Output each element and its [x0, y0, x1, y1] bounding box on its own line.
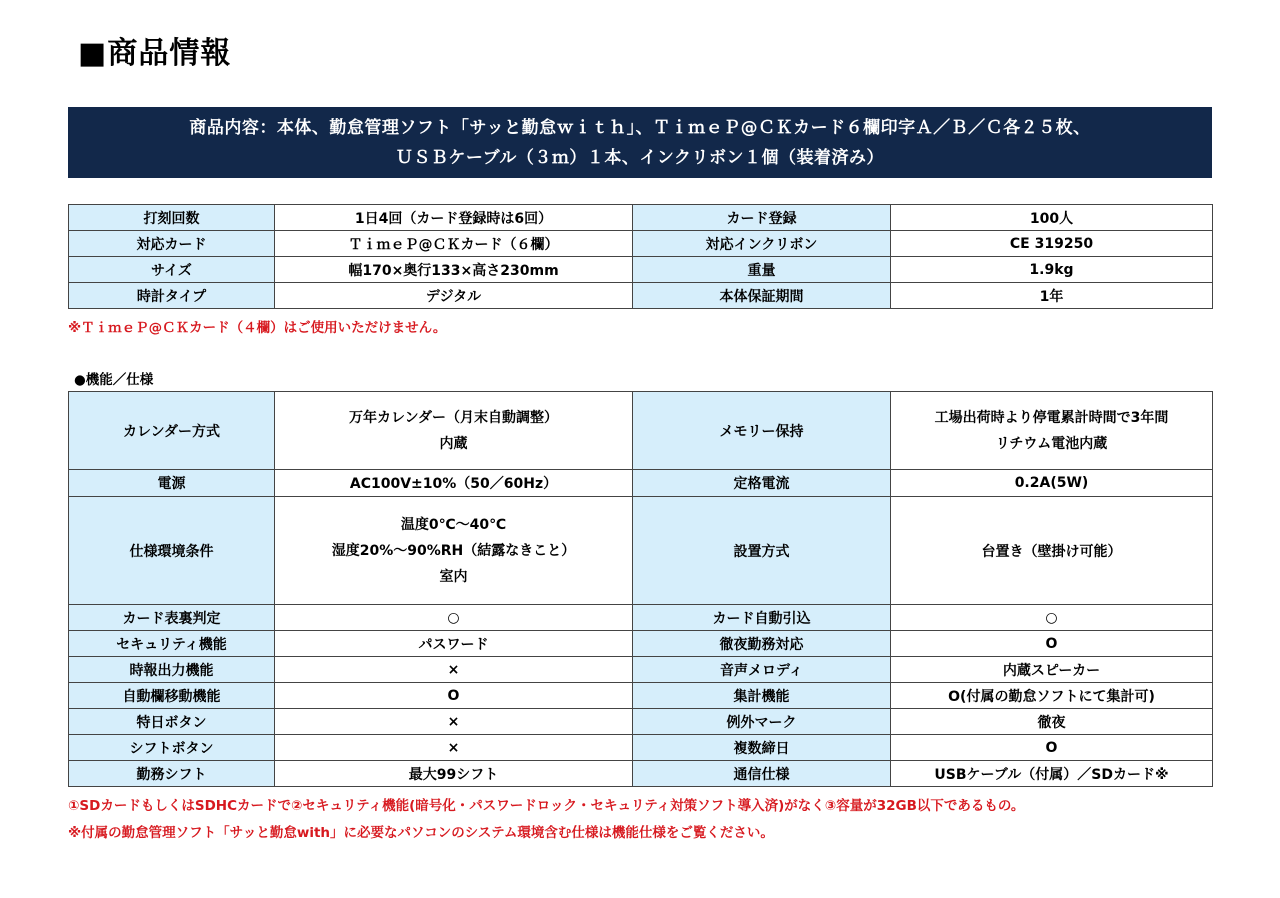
table-row: [69, 605, 1213, 631]
spec-value: 幅170×奥行133×高さ230mm: [275, 257, 633, 283]
table-row: [69, 283, 1213, 309]
spec-value: 1.9kg: [891, 257, 1213, 283]
spec-value: 内蔵スピーカー: [891, 657, 1213, 683]
spec-label: 対応インクリボン: [633, 231, 891, 257]
spec-value: 最大99シフト: [275, 761, 633, 787]
software-footnote: ※付属の勤怠管理ソフト「サッと勤怠with」に必要なパソコンのシステム環境含む仕様は機能仕様をご覧ください。: [68, 825, 774, 841]
spec-label: 電源: [69, 470, 275, 497]
table-row: [69, 657, 1213, 683]
spec-label: 定格電流: [633, 470, 891, 497]
table-row: [69, 683, 1213, 709]
spec-label: 対応カード: [69, 231, 275, 257]
spec-label: シフトボタン: [69, 735, 275, 761]
spec-value: パスワード: [275, 631, 633, 657]
spec-value: O(付属の勤怠ソフトにて集計可): [891, 683, 1213, 709]
table-row: [69, 631, 1213, 657]
spec-label: 複数締日: [633, 735, 891, 761]
spec-value: O: [275, 683, 633, 709]
spec-label: 音声メロディ: [633, 657, 891, 683]
table-row: [69, 735, 1213, 761]
spec-value: 100人: [891, 205, 1213, 231]
spec-value-line: 湿度20%～90%RH（結露なきこと）: [331, 542, 576, 559]
spec-label: 打刻回数: [69, 205, 275, 231]
spec-value-line: 温度0℃～40℃: [400, 516, 507, 533]
spec-value: USBケーブル（付属）／SDカード※: [891, 761, 1213, 787]
spec-label: メモリー保持: [633, 392, 891, 470]
spec-value: 0.2A(5W): [891, 470, 1213, 497]
spec-label: 時報出力機能: [69, 657, 275, 683]
spec-value: AC100V±10%（50／60Hz）: [275, 470, 633, 497]
spec-value: CE 319250: [891, 231, 1213, 257]
table-row: [69, 257, 1213, 283]
table-row: [69, 709, 1213, 735]
spec-value: [275, 497, 633, 605]
spec-value-line: 内蔵: [439, 435, 468, 452]
spec-value: ×: [275, 735, 633, 761]
page-title: ■商品情報: [78, 36, 232, 71]
spec-value: 徹夜: [891, 709, 1213, 735]
table-row: [69, 205, 1213, 231]
spec-label: カード自動引込: [633, 605, 891, 631]
table-row: [69, 761, 1213, 787]
section-title: ●機能／仕様: [74, 372, 154, 388]
product-contents-banner: [68, 107, 1212, 178]
spec-label: セキュリティ機能: [69, 631, 275, 657]
spec-value: ×: [275, 657, 633, 683]
spec-label: カード登録: [633, 205, 891, 231]
banner-line-2: ＵＳＢケーブル（３ｍ）１本、インクリボン１個（装着済み）: [395, 147, 885, 168]
spec-label: サイズ: [69, 257, 275, 283]
spec-label: 勤務シフト: [69, 761, 275, 787]
spec-value-line: 工場出荷時より停電累計時間で3年間: [934, 409, 1169, 426]
spec-value: ○: [891, 605, 1213, 631]
basic-spec-table: [68, 204, 1213, 309]
spec-value: 1日4回（カード登録時は6回）: [275, 205, 633, 231]
spec-value: ○: [275, 605, 633, 631]
spec-value: デジタル: [275, 283, 633, 309]
spec-label: 時計タイプ: [69, 283, 275, 309]
spec-value: 1年: [891, 283, 1213, 309]
spec-label: 例外マーク: [633, 709, 891, 735]
banner-line-1: 商品内容：本体、勤怠管理ソフト「サッと勤怠ｗｉｔｈ」、ＴｉｍｅＰ@ＣＫカード６欄印字Ａ／Ｂ／Ｃ各２５枚、: [189, 117, 1091, 138]
spec-value: ＴｉｍｅＰ@ＣＫカード（６欄）: [275, 231, 633, 257]
spec-value-line: リチウム電池内蔵: [995, 435, 1108, 452]
spec-value-line: 万年カレンダー（月末自動調整）: [348, 409, 559, 426]
spec-value: 台置き（壁掛け可能）: [891, 497, 1213, 605]
spec-value: [891, 392, 1213, 470]
spec-label: 集計機能: [633, 683, 891, 709]
table-row: [69, 231, 1213, 257]
spec-value-line: 室内: [439, 568, 468, 585]
spec-value: O: [891, 735, 1213, 761]
spec-label: 通信仕様: [633, 761, 891, 787]
function-spec-table: [68, 391, 1213, 787]
spec-value: ×: [275, 709, 633, 735]
spec-label: カード表裏判定: [69, 605, 275, 631]
spec-value: O: [891, 631, 1213, 657]
spec-label: 重量: [633, 257, 891, 283]
spec-label: 仕様環境条件: [69, 497, 275, 605]
spec-label: 本体保証期間: [633, 283, 891, 309]
spec-label: 徹夜勤務対応: [633, 631, 891, 657]
spec-label: 設置方式: [633, 497, 891, 605]
spec-value: [275, 392, 633, 470]
table-row: [69, 392, 1213, 470]
table-row: [69, 497, 1213, 605]
spec-label: 自動欄移動機能: [69, 683, 275, 709]
sd-card-footnote: ①SDカードもしくはSDHCカードで②セキュリティ機能(暗号化・パスワードロック・セキュリティ対策ソフト導入済)がなく③容量が32GB以下であるもの。: [68, 798, 1025, 814]
spec-label: カレンダー方式: [69, 392, 275, 470]
unsupported-card-note: ※ＴｉｍｅＰ@ＣＫカード（４欄）はご使用いただけません。: [68, 320, 447, 336]
table-row: [69, 470, 1213, 497]
spec-label: 特日ボタン: [69, 709, 275, 735]
